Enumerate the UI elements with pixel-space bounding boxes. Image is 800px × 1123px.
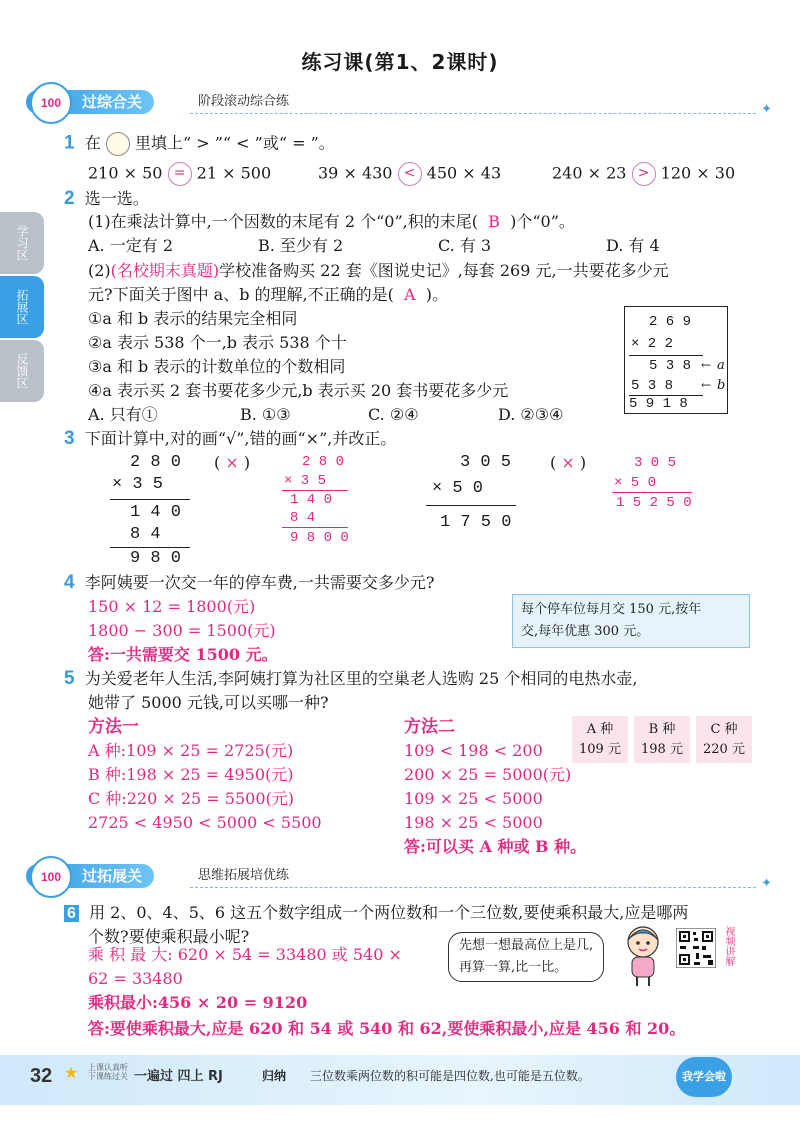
statement-2: ②a 表示 538 个一,b 表示 538 个十 <box>88 333 347 352</box>
method-title: 方法一 <box>88 717 139 737</box>
price-value: 198 元 <box>641 742 683 757</box>
question-text: 在 <box>84 133 101 153</box>
price-name: A 种 <box>586 722 614 737</box>
calc-total: 9 8 0 <box>130 549 182 568</box>
question-4 <box>64 572 434 594</box>
answer-line: 乘 积 最 大: 620 × 54 = 33480 或 540 × <box>88 945 402 964</box>
option-a[interactable]: A. 只有① <box>88 405 158 424</box>
info-note <box>512 594 750 648</box>
statement-4: ④a 表示买 2 套书要花多少元,b 表示买 20 套书要花多少元 <box>88 381 509 400</box>
hint-bubble <box>448 932 604 982</box>
expr-left: 210 × 50 <box>88 163 163 183</box>
fix-mult: × 3 5 <box>284 473 327 489</box>
mascot-badge-icon: 100 <box>30 82 72 124</box>
answer-line: 乘积最小:456 × 20 = 9120 <box>88 993 308 1012</box>
answer-line: A 种:109 × 25 = 2725(元) <box>88 741 294 760</box>
answer-line: 答:可以买 A 种或 B 种。 <box>404 837 587 856</box>
answer-line: 答:要使乘积最大,应是 620 和 54 或 540 和 62,要使乘积最小,应是 456 和 20。 <box>88 1019 686 1038</box>
compare-item <box>318 162 501 186</box>
answer-line: 109 < 198 < 200 <box>404 741 543 760</box>
calc-rule <box>426 505 516 506</box>
judge-bracket: ( × ) <box>214 453 251 472</box>
question-5 <box>64 668 637 690</box>
banner-subtitle: 阶段滚动综合练 <box>198 94 290 109</box>
arrow-left-icon: ← <box>701 378 712 392</box>
label-a: a <box>717 358 725 373</box>
question-text: 选一选。 <box>84 189 149 208</box>
calc-row: 1 4 0 <box>130 503 182 522</box>
price-name: C 种 <box>710 722 738 737</box>
expr-right: 450 × 43 <box>426 163 502 183</box>
answer-line: 200 × 25 = 5000(元) <box>404 765 572 784</box>
side-tab-extension[interactable]: 拓展区 <box>0 276 44 338</box>
expr-right: 120 × 30 <box>660 163 736 183</box>
answer-circle[interactable]: = <box>168 162 192 186</box>
price-name: B 种 <box>648 722 676 737</box>
answer-line: 1800 − 300 = 1500(元) <box>88 621 276 640</box>
vertical-calc-box <box>624 306 728 414</box>
calc-total: 5 9 1 8 <box>629 396 688 412</box>
question-number: 2 <box>64 188 75 209</box>
calc-mult: × 3 5 <box>112 475 164 494</box>
fix-total: 9 8 0 0 <box>290 530 349 546</box>
answer-line: 109 × 25 < 5000 <box>404 789 543 808</box>
question-text: )。 <box>425 285 449 304</box>
qr-code-icon[interactable] <box>676 928 716 968</box>
question-number: 4 <box>64 572 75 593</box>
answer-line: 2725 < 4950 < 5000 < 5500 <box>88 813 322 832</box>
question-text: (1)在乘法计算中,一个因数的末尾有 2 个“0”,积的末尾( <box>88 212 478 231</box>
answer-line: C 种:220 × 25 = 5500(元) <box>88 789 294 808</box>
statement-1: ①a 和 b 表示的结果完全相同 <box>88 309 298 328</box>
summary-text: 三位数乘两位数的积可能是四位数,也可能是五位数。 <box>310 1069 590 1083</box>
part-number: (2) <box>88 261 111 280</box>
statement-3: ③a 和 b 表示的计数单位的个数相同 <box>88 357 346 376</box>
side-tab-study[interactable]: 学习区 <box>0 212 44 274</box>
method-title: 方法二 <box>404 717 455 737</box>
brand-name: 一遍过 四上 RJ <box>134 1069 223 1084</box>
question-2 <box>64 188 149 210</box>
star-icon: ✦ <box>761 102 772 117</box>
expr-right: 21 × 500 <box>196 163 272 183</box>
answer-circle[interactable]: > <box>632 162 656 186</box>
blank-circle-icon <box>106 132 130 156</box>
hint-line: 再算一算,比一比。 <box>459 960 568 975</box>
option-a[interactable]: A. 一定有 2 <box>88 236 173 255</box>
option-b[interactable]: B. ①③ <box>240 405 291 424</box>
calc-mult: × 2 2 <box>631 336 674 352</box>
compare-item <box>88 162 271 186</box>
section-banner-extension <box>0 864 800 891</box>
fix-top: 2 8 0 <box>302 454 345 470</box>
option-d[interactable]: D. 有 4 <box>606 236 660 255</box>
fix-total: 1 5 2 5 0 <box>616 495 692 511</box>
page-number: 32 <box>30 1065 53 1087</box>
question-number: 6 <box>64 905 79 922</box>
banner-divider <box>190 113 756 114</box>
arrow-left-icon: ← <box>701 358 712 372</box>
question-1 <box>64 132 335 156</box>
price-card <box>572 716 628 763</box>
girl-mascot-icon <box>618 922 668 988</box>
q2-part2-line2 <box>88 284 448 306</box>
source-tag: (名校期末真题) <box>110 261 220 280</box>
answer-circle[interactable]: < <box>398 162 422 186</box>
learned-badge[interactable]: 我学会啦 <box>676 1057 732 1097</box>
page-title: 练习课(第1、2课时) <box>301 50 499 74</box>
calc-rule <box>110 499 190 500</box>
answer-line: 150 × 12 = 1800(元) <box>88 597 256 616</box>
price-card <box>696 716 752 763</box>
wrong-mark-icon[interactable]: × <box>225 453 239 472</box>
section-banner-comprehensive <box>0 90 800 117</box>
slogan-line: 上课认真听 <box>88 1063 128 1072</box>
answer-text[interactable]: B <box>488 212 500 231</box>
fix-mult: × 5 0 <box>614 475 657 491</box>
question-number: 3 <box>64 428 75 449</box>
calc-top: 3 0 5 <box>460 453 512 472</box>
question-text: 里填上“ > ”“ < ”或“ = ”。 <box>134 133 335 153</box>
fix-row: 1 4 0 <box>290 492 333 508</box>
fix-top: 3 0 5 <box>634 455 677 471</box>
banner-label: 过综合关 <box>26 90 154 114</box>
note-line: 交,每年优惠 300 元。 <box>521 624 650 639</box>
note-line: 每个停车位每月交 150 元,按年 <box>521 602 702 617</box>
calc-top: 2 6 9 <box>649 314 692 330</box>
judge-bracket: ( × ) <box>550 453 587 472</box>
question-3 <box>64 428 396 450</box>
side-tab-feedback[interactable]: 反馈区 <box>0 340 44 402</box>
question-text: 下面计算中,对的画“√”,错的画“×”,并改正。 <box>84 429 397 448</box>
question-text: )个“0”。 <box>510 212 575 231</box>
calc-row: 8 4 <box>130 525 161 544</box>
video-label[interactable]: 视频讲解 <box>723 926 734 966</box>
question-text: 个数?要使乘积最小呢? <box>88 927 250 946</box>
answer-line: B 种:198 × 25 = 4950(元) <box>88 765 294 784</box>
answer-line: 62 = 33480 <box>88 969 183 988</box>
question-6 <box>64 902 688 925</box>
banner-divider <box>190 887 756 888</box>
price-value: 109 元 <box>579 742 621 757</box>
answer-line: 198 × 25 < 5000 <box>404 813 543 832</box>
banner-subtitle: 思维拓展培优练 <box>198 868 290 883</box>
calc-mult: × 5 0 <box>432 479 484 498</box>
question-text: 李阿姨要一次交一年的停车费,一共需要交多少元? <box>84 573 435 592</box>
calc-row-b: 5 3 8 <box>631 378 674 394</box>
summary-label: 归纳 <box>262 1069 287 1083</box>
label-b: b <box>717 378 726 393</box>
page-footer <box>0 1055 800 1105</box>
answer-text[interactable]: A <box>404 285 416 304</box>
expr-left: 39 × 430 <box>318 163 393 183</box>
question-number: 1 <box>64 132 75 154</box>
star-icon: ✦ <box>761 876 772 891</box>
question-text: 用 2、0、4、5、6 这五个数字组成一个两位数和一个三位数,要使乘积最大,应是哪两 <box>89 903 689 922</box>
option-c[interactable]: C. ②④ <box>368 405 419 424</box>
option-b[interactable]: B. 至少有 2 <box>258 236 344 255</box>
mascot-badge-icon: 100 <box>30 856 72 898</box>
calc-top: 2 8 0 <box>130 453 182 472</box>
price-card <box>634 716 690 763</box>
price-value: 220 元 <box>703 742 745 757</box>
expr-left: 240 × 23 <box>552 163 627 183</box>
hint-line: 先想一想最高位上是几, <box>459 938 594 953</box>
question-number: 5 <box>64 668 75 689</box>
question-text: 学校准备购买 22 套《图说史记》,每套 269 元,一共要花多少元 <box>219 261 669 280</box>
compare-item <box>552 162 735 186</box>
price-cards <box>566 716 758 763</box>
option-d[interactable]: D. ②③④ <box>498 405 564 424</box>
calc-row-a: 5 3 8 <box>649 358 692 374</box>
calc-total: 1 7 5 0 <box>440 513 512 532</box>
q2-part1 <box>88 211 575 233</box>
slogan-line: 下课练过关 <box>88 1072 128 1081</box>
brand-slogan <box>88 1063 128 1081</box>
option-c[interactable]: C. 有 3 <box>438 236 492 255</box>
question-text: 元?下面关于图中 a、b 的理解,不正确的是( <box>88 285 394 304</box>
wrong-mark-icon[interactable]: × <box>561 453 575 472</box>
question-text: 为关爱老年人生活,李阿姨打算为社区里的空巢老人选购 25 个相同的电热水壶, <box>84 669 638 688</box>
q2-part2 <box>88 260 669 282</box>
question-text: 她带了 5000 元钱,可以买哪一种? <box>88 693 329 712</box>
banner-label: 过拓展关 <box>26 864 154 888</box>
fix-row: 8 4 <box>290 510 316 526</box>
answer-line: 答:一共需要交 1500 元。 <box>88 645 278 664</box>
star-mascot-icon: ★ <box>64 1063 79 1082</box>
